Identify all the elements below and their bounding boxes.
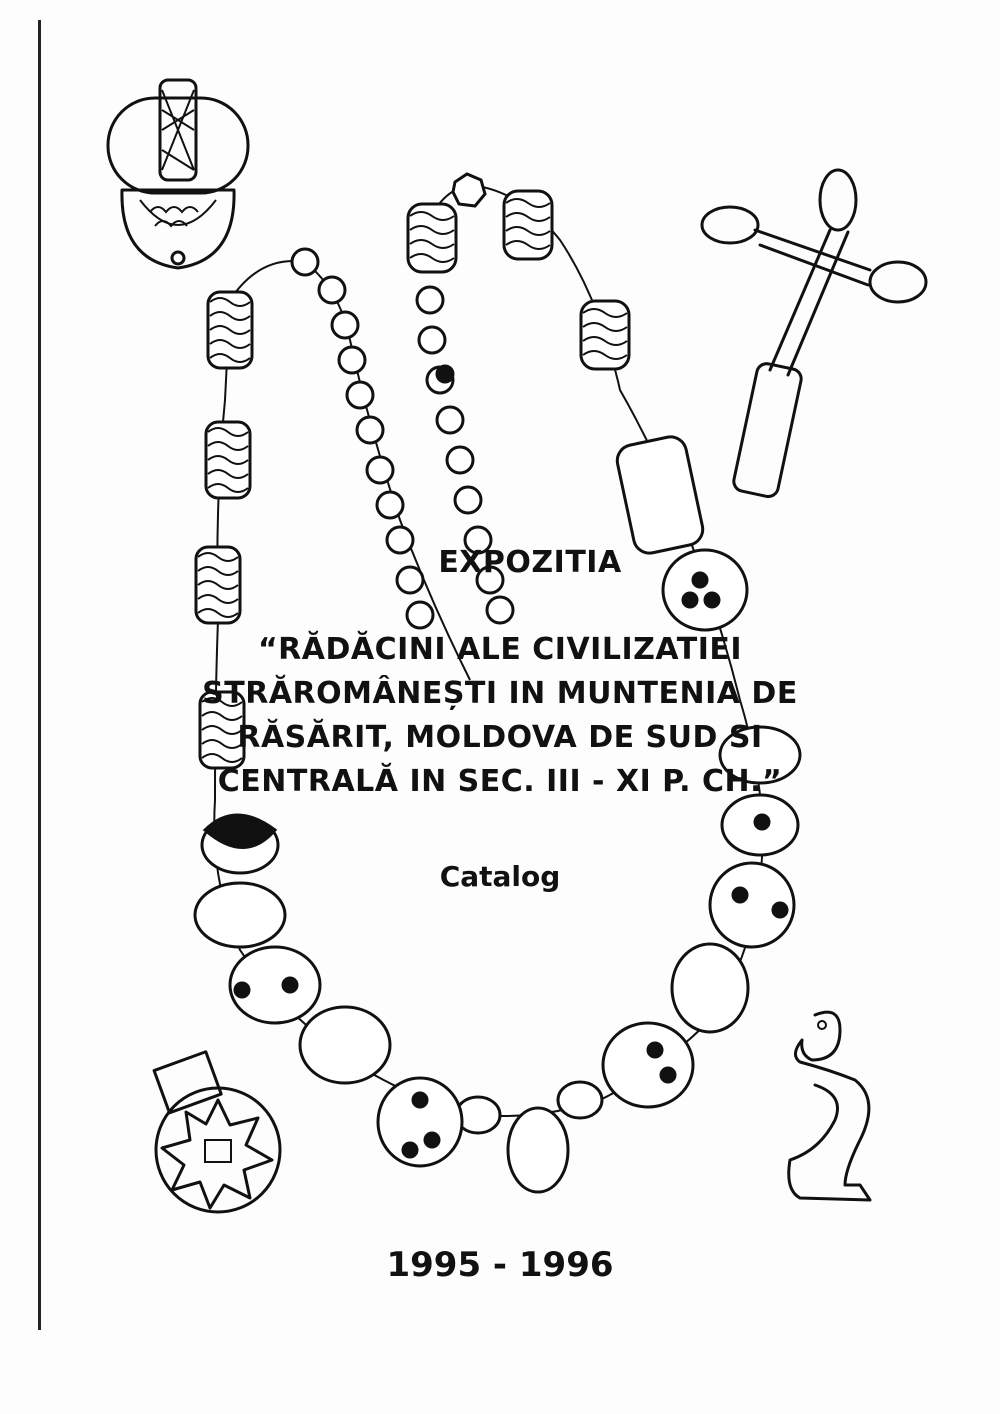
leaf-bead — [614, 434, 705, 556]
small-bead — [319, 277, 345, 303]
bead-eye-dot — [755, 815, 769, 829]
bead-eye-dot — [648, 1043, 662, 1057]
small-bead — [347, 382, 373, 408]
small-bead — [357, 417, 383, 443]
top-bead — [453, 174, 485, 206]
bead-eye-dot — [413, 1093, 427, 1107]
large-bead — [603, 1023, 693, 1107]
small-bead — [447, 447, 473, 473]
bead-eye-dot — [235, 983, 249, 997]
bead-eye-dot — [283, 978, 297, 992]
small-bead — [419, 327, 445, 353]
bead-eye-dot — [773, 903, 787, 917]
bead-eye-dot — [403, 1143, 417, 1157]
small-bead — [332, 312, 358, 338]
bird-figurine-drawing — [789, 1012, 870, 1200]
title-block — [180, 545, 820, 804]
large-bead — [558, 1082, 602, 1118]
bead-eye-dot — [425, 1133, 439, 1147]
star-pendant-drawing — [154, 1052, 280, 1212]
bead-eye-dot — [733, 888, 747, 902]
small-bead — [417, 287, 443, 313]
small-bead — [377, 492, 403, 518]
small-bead — [437, 407, 463, 433]
bead-eye-dot — [661, 1068, 675, 1082]
large-bead — [195, 883, 285, 947]
eye-bead — [437, 366, 453, 382]
small-bead — [367, 457, 393, 483]
small-bead — [339, 347, 365, 373]
large-bead — [300, 1007, 390, 1083]
small-bead — [455, 487, 481, 513]
exhibition-years: 1995 - 1996 — [386, 1245, 614, 1285]
small-bead — [292, 249, 318, 275]
cross-brooch-drawing — [702, 170, 926, 498]
large-bead — [378, 1078, 462, 1166]
buckle-drawing — [108, 80, 248, 268]
large-bead — [672, 944, 748, 1032]
catalog-subtitle: Catalog — [439, 860, 561, 893]
exhibition-title: “RĂDĂCINI ALE CIVILIZATIEI STRĂROMÂNEȘTI IN MUNTENIA DE RĂSĂRIT, MOLDOVA DE SUD SI CENTRALĂ IN SEC. III - XI P. CH.” — [202, 632, 798, 799]
exhibition-heading: EXPOZITIA — [438, 545, 622, 580]
large-bead — [508, 1108, 568, 1192]
